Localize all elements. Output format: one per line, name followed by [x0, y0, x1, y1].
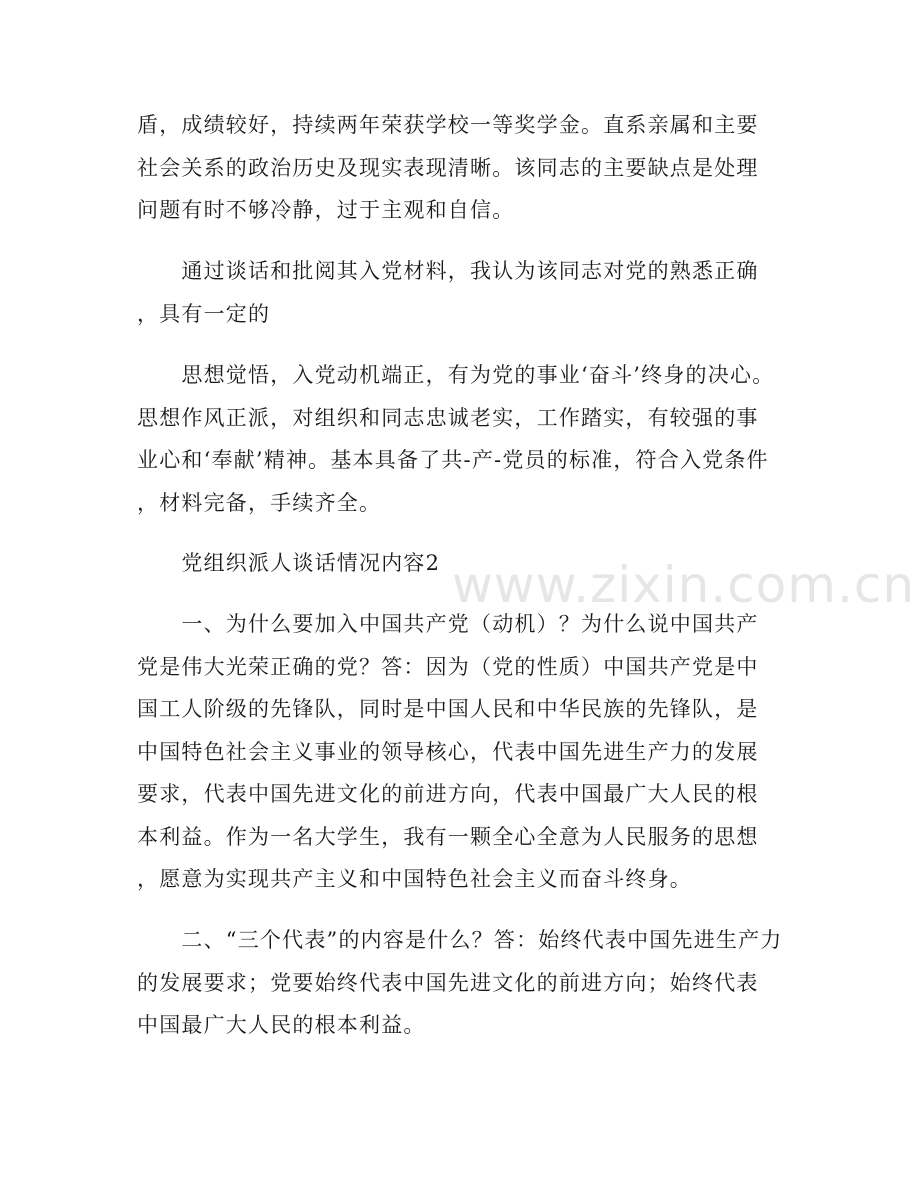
- text-line: 通过谈话和批阅其入党材料，我认为该同志对党的熟悉正确: [137, 259, 759, 283]
- text-line: 本利益。作为一名大学生，我有一颗全心全意为人民服务的思想: [137, 824, 759, 849]
- text-line: ，材料完备，手续齐全。: [137, 490, 382, 515]
- text-line: 要求，代表中国先进文化的前进方向，代表中国最广大人民的根: [137, 782, 759, 806]
- text-line: ，具有一定的: [137, 301, 271, 326]
- paragraph-ideology-assessment: [137, 354, 787, 524]
- text-line: 二、“三个代表”的内容是什么？答：始终代表中国先进生产力: [137, 928, 783, 952]
- text-line: 中国最广大人民的根本利益。: [137, 1013, 426, 1037]
- text-line: 国工人阶级的先锋队，同时是中国人民和中华民族的先锋队，是: [137, 697, 759, 721]
- paragraph-question-two: [137, 919, 787, 1047]
- text-line: 的发展要求；党要始终代表中国先进文化的前进方向；始终代表: [137, 970, 759, 995]
- text-line: 一、为什么要加入中国共产党（动机）？为什么说中国共产: [137, 612, 759, 636]
- text-line: 业心和‘奉献’精神。基本具备了共-产-党员的标准，符合入党条件: [137, 448, 769, 472]
- text-line: 党组织派人谈话情况内容2: [137, 551, 441, 575]
- text-line: ，愿意为实现共产主义和中国特色社会主义而奋斗终身。: [137, 867, 692, 891]
- text-line: 社会关系的政治历史及现实表现清晰。该同志的主要缺点是处理: [137, 155, 759, 180]
- paragraph-question-one: [137, 603, 787, 901]
- paragraph-interview-conclusion: [137, 250, 787, 335]
- text-line: 盾，成绩较好，持续两年荣获学校一等奖学金。直系亲属和主要: [137, 113, 759, 137]
- site-watermark: www.zixin.com.cn: [452, 556, 916, 614]
- text-line: 中国特色社会主义事业的领导核心，代表中国先进生产力的发展: [137, 739, 759, 764]
- text-line: 问题有时不够冷静，过于主观和自信。: [137, 198, 515, 222]
- text-line: 思想觉悟，入党动机端正，有为党的事业‘奋斗’终身的决心。: [137, 363, 775, 387]
- paragraph-candidate-evaluation: [137, 104, 787, 232]
- text-line: 党是伟大光荣正确的党？答：因为（党的性质）中国共产党是中: [137, 654, 759, 679]
- text-line: 思想作风正派，对组织和同志忠诚老实，工作踏实，有较强的事: [137, 405, 759, 430]
